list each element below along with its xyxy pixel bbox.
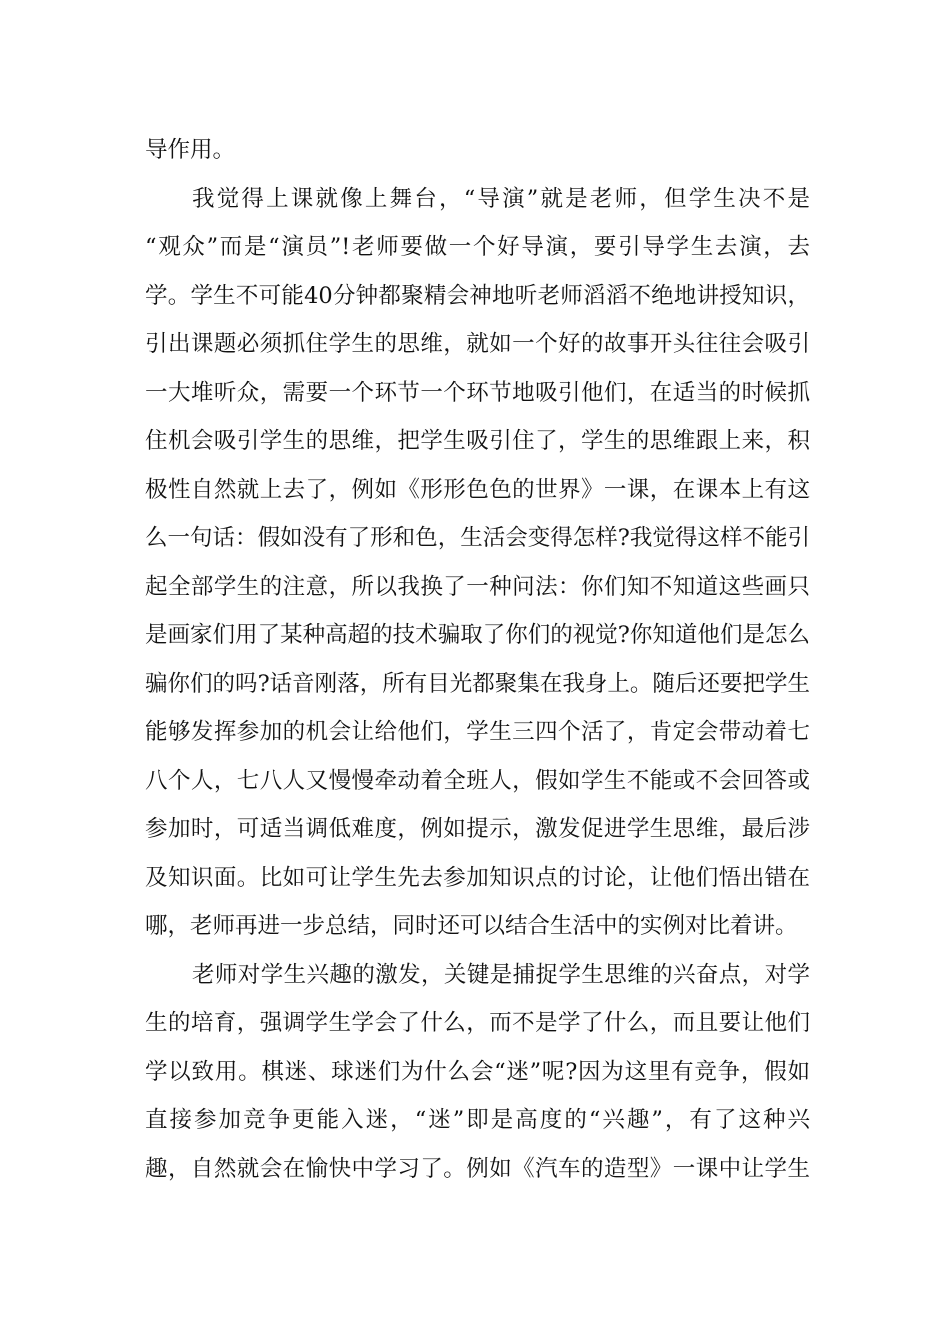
text-line-20: 学以致用。棋迷、球迷们为什么会“迷”呢?因为这里有竞争，假如 [145, 1059, 810, 1085]
text-line-12: 骗你们的吗?话音刚落，所有目光都聚集在我身上。随后还要把学生 [145, 671, 810, 697]
text-line-7: 住机会吸引学生的思维，把学生吸引住了，学生的思维跟上来，积 [145, 428, 810, 454]
text-line-5: 引出课题必须抓住学生的思维，就如一个好的故事开头往往会吸引 [145, 331, 810, 357]
text-line-3: “观众”而是“演员”!老师要做一个好导演，要引导学生去演，去 [145, 234, 810, 260]
text-line-8: 极性自然就上去了，例如《形形色色的世界》一课，在课本上有这 [145, 477, 810, 503]
text-line-18: 老师对学生兴趣的激发，关键是捕捉学生思维的兴奋点，对学 [192, 962, 810, 988]
text-line-10: 起全部学生的注意，所以我换了一种问法：你们知不知道这些画只 [145, 574, 810, 600]
text-line-6: 一大堆听众，需要一个环节一个环节地吸引他们，在适当的时候抓 [145, 380, 810, 406]
text-line-4: 学。学生不可能40分钟都聚精会神地听老师滔滔不绝地讲授知识， [145, 283, 810, 309]
text-line-1: 导作用。 [145, 137, 236, 163]
text-line-19: 生的培育，强调学生学会了什么，而不是学了什么，而且要让他们 [145, 1010, 810, 1036]
text-line-11: 是画家们用了某种高超的技术骗取了你们的视觉?你知道他们是怎么 [145, 622, 810, 648]
text-line-17: 哪，老师再进一步总结，同时还可以结合生活中的实例对比着讲。 [145, 913, 798, 939]
text-line-16: 及知识面。比如可让学生先去参加知识点的讨论，让他们悟出错在 [145, 865, 810, 891]
text-line-22: 趣，自然就会在愉快中学习了。例如《汽车的造型》一课中让学生 [145, 1156, 810, 1182]
text-line-9: 么一句话：假如没有了形和色，生活会变得怎样?我觉得这样不能引 [145, 525, 810, 551]
text-line-14: 八个人，七八人又慢慢牵动着全班人，假如学生不能或不会回答或 [145, 768, 810, 794]
text-line-2: 我觉得上课就像上舞台，“导演”就是老师，但学生决不是 [192, 186, 810, 212]
text-line-13: 能够发挥参加的机会让给他们，学生三四个活了，肯定会带动着七 [145, 719, 810, 745]
text-line-15: 参加时，可适当调低难度，例如提示，激发促进学生思维，最后涉 [145, 816, 810, 842]
text-line-21: 直接参加竞争更能入迷，“迷”即是高度的“兴趣”，有了这种兴 [145, 1107, 810, 1133]
